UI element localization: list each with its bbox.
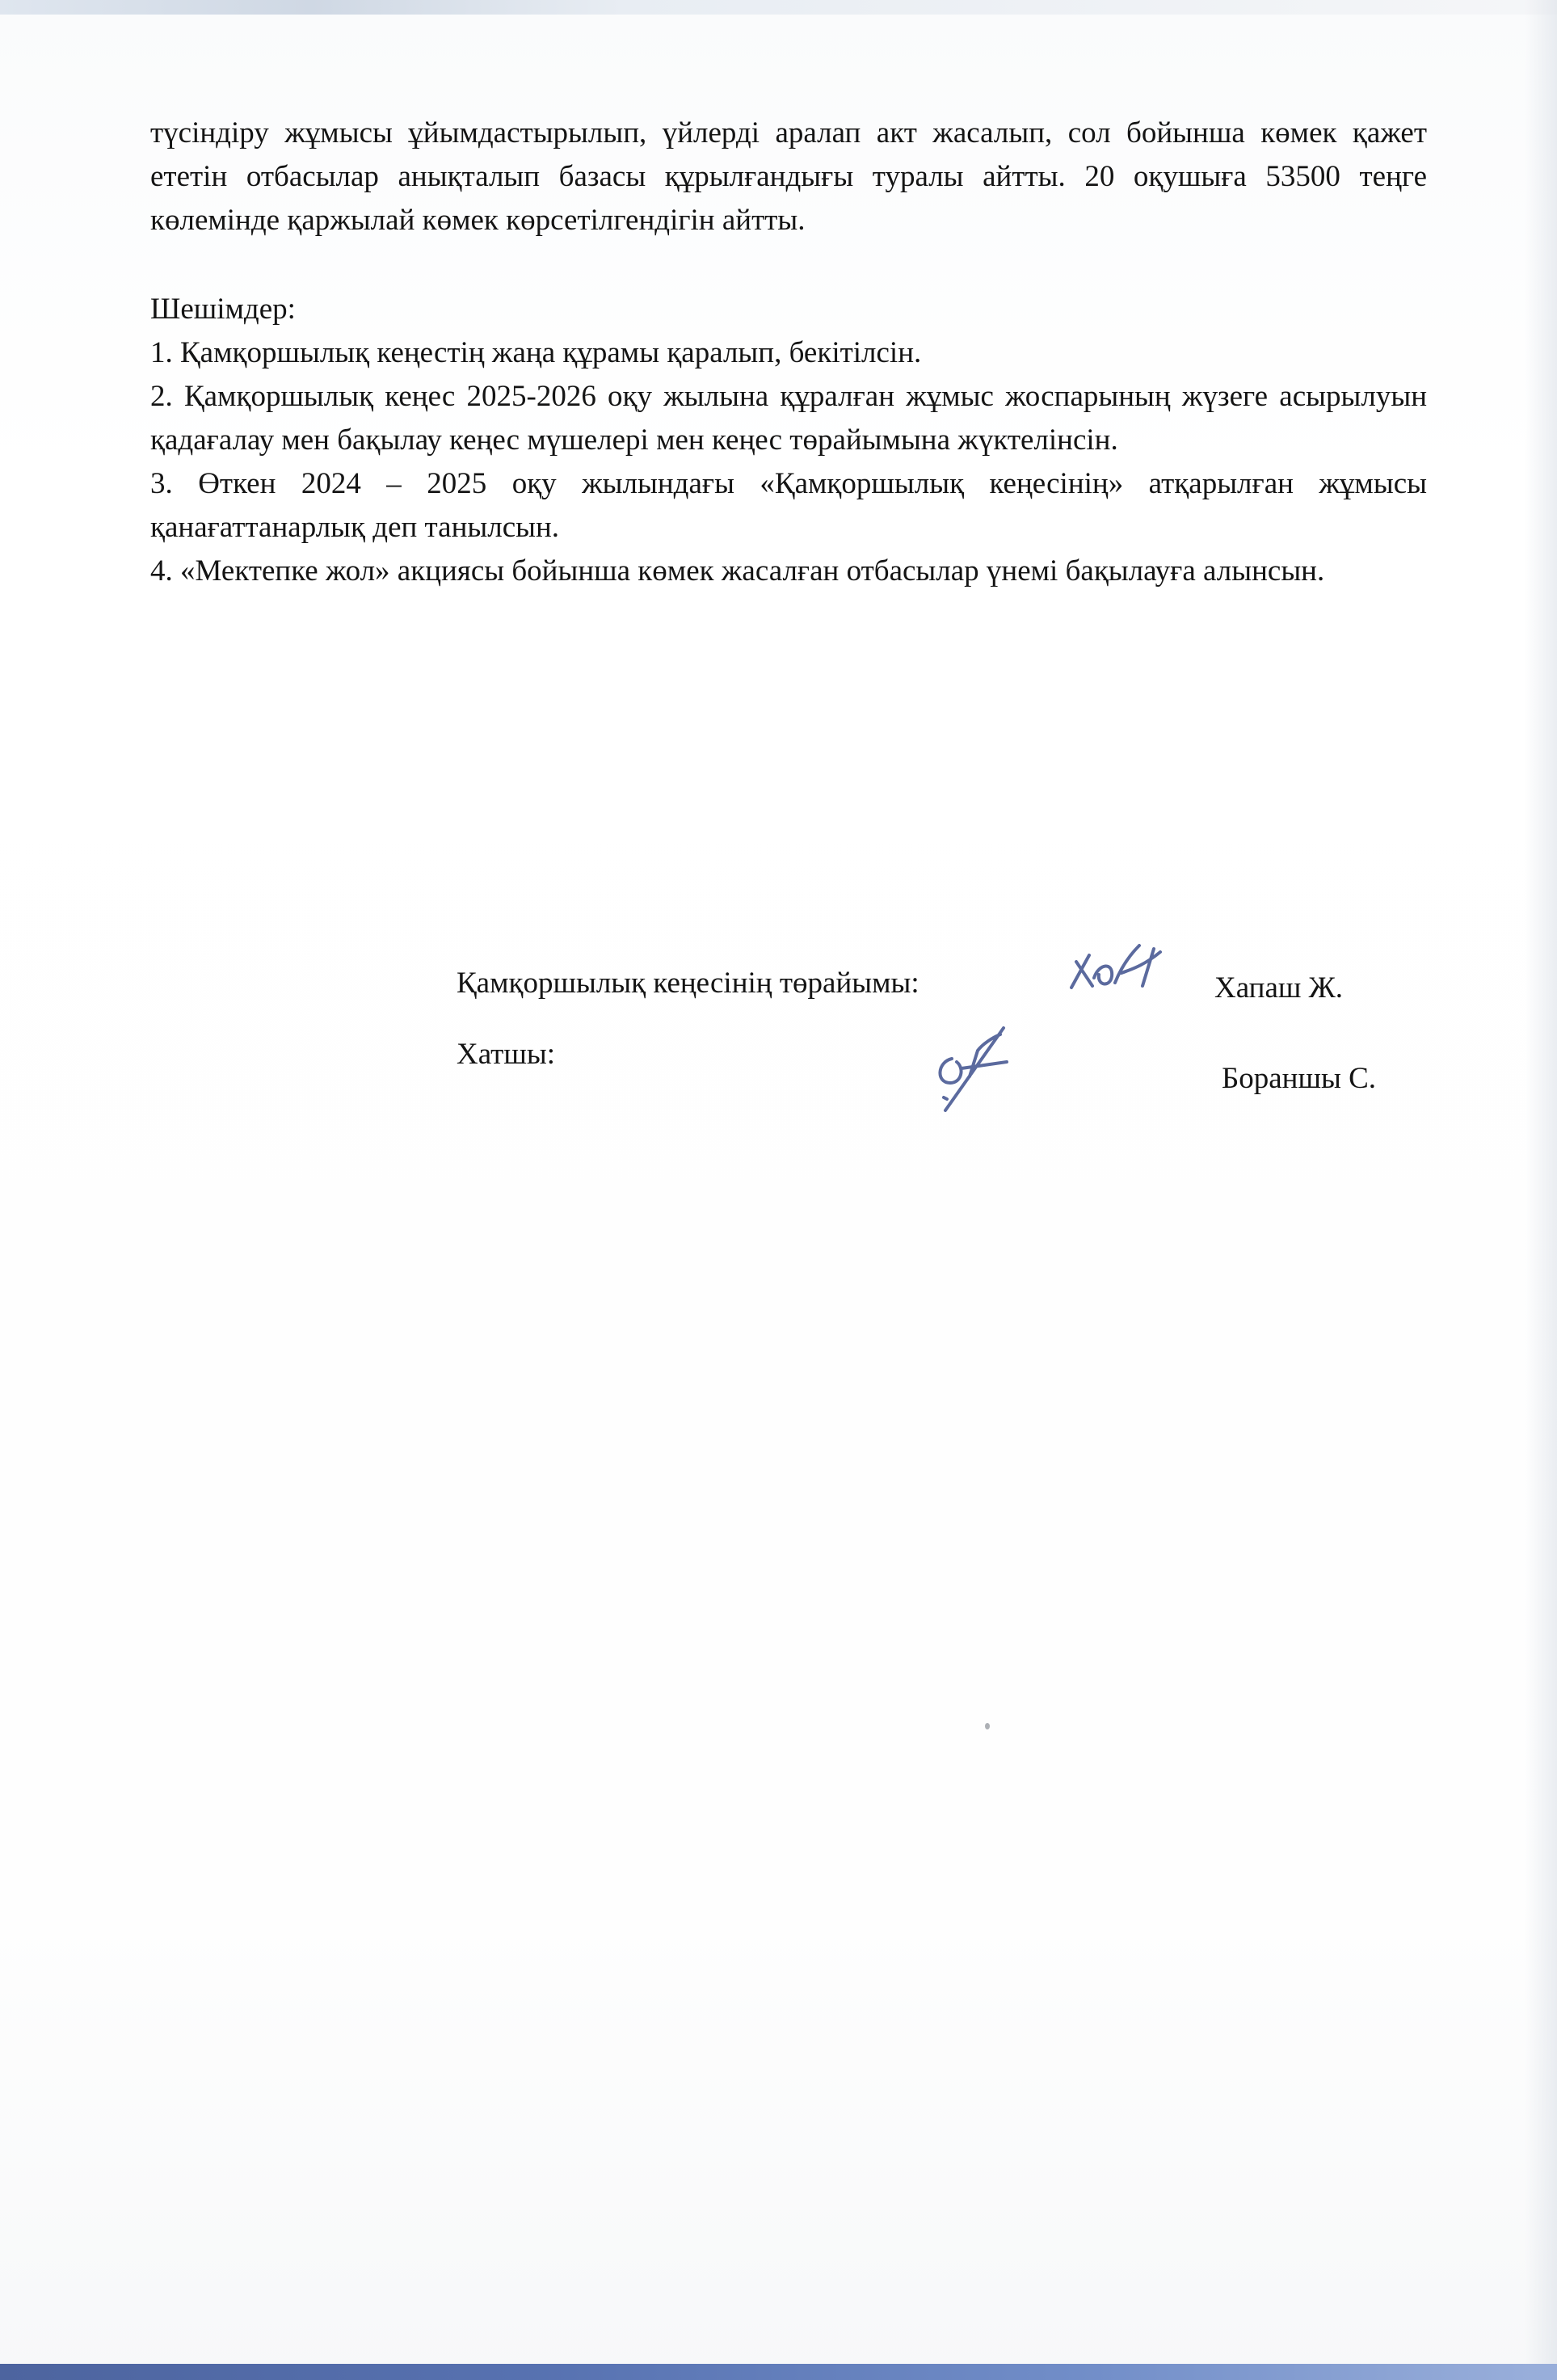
document-body: [150, 112, 1427, 593]
secretary-label: Хатшы:: [457, 1038, 555, 1071]
decision-item-1: 1. Қамқоршылық кеңестің жаңа құрамы қаралып, бекітілсін.: [150, 336, 922, 369]
decision-item-4: 4. «Мектепке жол» акциясы бойынша көмек жасалған отбасылар үнемі бақылауға алынсын.: [150, 554, 1325, 588]
chair-name: Хапаш Ж.: [1214, 971, 1344, 1005]
decision-item-3: 3. Өткен 2024 – 2025 оқу жылындағы «Қамқоршылық кеңесінің» атқарылған жұмысы қанағаттанарлық деп танылсын.: [150, 467, 1427, 544]
decision-item-2: 2. Қамқоршылық кеңес 2025-2026 оқу жылына құралған жұмыс жоспарының жүзеге асырылуын қадағалау мен бақылау кеңес мүшелері мен кеңес төрайымына жүктелінсін.: [150, 380, 1427, 457]
paragraph-spacer: [150, 242, 1427, 288]
scan-bottom-edge: [0, 2364, 1557, 2380]
scan-speck: [985, 1723, 990, 1729]
chair-label: Қамқоршылық кеңесінің төрайымы:: [457, 967, 919, 1000]
intro-paragraph: түсіндіру жұмысы ұйымдастырылып, үйлерді аралап акт жасалып, сол бойынша көмек қажет ететін отбасылар анықталып базасы құрылғандығы туралы айтты. 20 оқушыға 53500 теңге көлемінде қаржылай көмек көрсетілгендігін айтты.: [150, 116, 1427, 237]
secretary-name: Бораншы С.: [1222, 1062, 1376, 1095]
scan-right-shadow: [1525, 0, 1557, 2380]
scan-top-edge: [0, 0, 1557, 15]
chair-signature: [1065, 937, 1166, 1006]
secretary-signature: [929, 1020, 1026, 1121]
decisions-heading: Шешімдер:: [150, 293, 296, 326]
